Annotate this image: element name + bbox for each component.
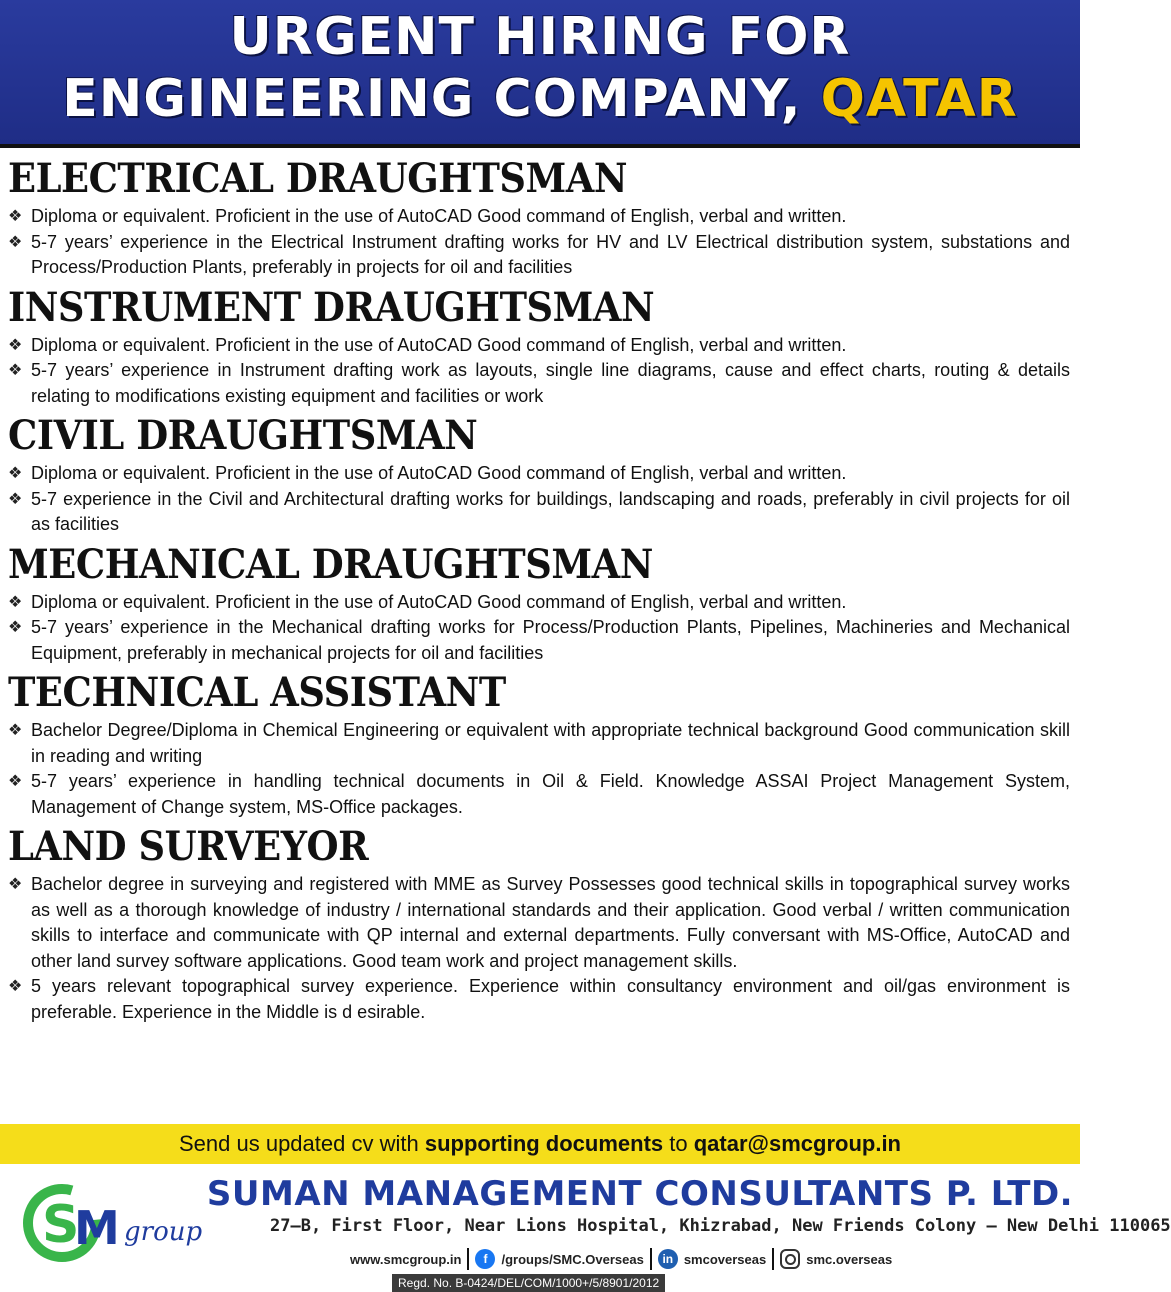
requirement-item xyxy=(8,974,1070,1025)
requirement-text: Bachelor degree in surveying and registered with MME as Survey Possesses good technical skills in topographical survey works as well as a thorough knowledge of industry / international standards and their application. Good verbal / written communication skills to interface and communicate with QP internal and external departments. Fully conversant with MS-Office, AutoCAD and other land survey software applications. Good team work and project management skills. xyxy=(31,874,1070,971)
company-name: SUMAN MANAGEMENT CONSULTANTS P. LTD. xyxy=(206,1174,1074,1214)
linkedin-link[interactable]: smcoverseas xyxy=(683,1251,767,1267)
contact-row xyxy=(350,1246,892,1272)
company-address: 27–B, First Floor, Near Lions Hospital, Khizrabad, New Friends Colony – New Delhi 110065 xyxy=(270,1216,1171,1236)
requirement-item xyxy=(8,487,1070,538)
requirement-item xyxy=(8,358,1070,409)
job-title: ELECTRICAL DRAUGHTSMAN xyxy=(8,155,628,202)
requirement-item xyxy=(8,769,1070,820)
divider xyxy=(772,1248,774,1270)
facebook-link[interactable]: /groups/SMC.Overseas xyxy=(501,1251,644,1267)
requirement-text: 5 years relevant topographical survey experience. Experience within consultancy environment and oil/gas environment is preferable. Experience in the Middle is d esirable. xyxy=(31,976,1070,1022)
header-banner xyxy=(0,0,1080,148)
requirement-item xyxy=(8,872,1070,974)
bullet-diamond-icon: ❖ xyxy=(8,978,23,995)
logo-word-group: group xyxy=(124,1217,203,1247)
job-title: CIVIL DRAUGHTSMAN xyxy=(8,412,478,459)
header-title-country: QATAR xyxy=(820,69,1018,129)
bullet-diamond-icon: ❖ xyxy=(8,619,23,636)
cv-text-bold: supporting documents xyxy=(424,1131,664,1156)
cv-text-prefix: Send us updated cv with xyxy=(179,1131,425,1156)
requirement-text: 5-7 years’ experience in Instrument drafting work as layouts, single line diagrams, cause and effect charts, routing & details relating to modifications existing equipment and facilities or work xyxy=(31,360,1070,406)
bullet-diamond-icon: ❖ xyxy=(8,465,23,482)
smc-logo-icon xyxy=(20,1178,220,1268)
requirement-text: Diploma or equivalent. Proficient in the use of AutoCAD Good command of English, verbal and written. xyxy=(31,206,847,226)
job-title: LAND SURVEYOR xyxy=(8,823,369,870)
job-section xyxy=(0,413,1080,538)
divider xyxy=(467,1248,469,1270)
job-section xyxy=(0,285,1080,410)
job-section xyxy=(0,542,1080,667)
job-listings xyxy=(0,152,1080,1025)
instagram-icon xyxy=(780,1249,800,1269)
linkedin-icon: in xyxy=(658,1249,678,1269)
requirement-item xyxy=(8,590,1070,616)
logo-letter-m: M xyxy=(74,1201,120,1255)
instagram-link[interactable]: smc.overseas xyxy=(806,1251,893,1267)
facebook-icon: f xyxy=(475,1249,495,1269)
requirement-item xyxy=(8,718,1070,769)
job-section xyxy=(0,156,1080,281)
job-title: TECHNICAL ASSISTANT xyxy=(8,669,506,716)
header-title-main: ENGINEERING COMPANY, xyxy=(62,69,821,129)
requirement-text: 5-7 experience in the Civil and Architectural drafting works for buildings, landscaping and roads, preferably in civil projects for oil as facilities xyxy=(31,488,1070,534)
requirement-text: 5-7 years’ experience in handling technical documents in Oil & Field. Knowledge ASSAI Project Management System, Management of Change system, MS-Office packages. xyxy=(31,771,1070,817)
cv-email-link[interactable]: qatar@smcgroup.in xyxy=(693,1131,901,1156)
bullet-diamond-icon: ❖ xyxy=(8,490,23,508)
requirement-text: Diploma or equivalent. Proficient in the use of AutoCAD Good command of English, verbal and written. xyxy=(31,334,847,355)
bullet-diamond-icon: ❖ xyxy=(8,336,23,354)
bullet-diamond-icon: ❖ xyxy=(8,773,23,790)
job-title: INSTRUMENT DRAUGHTSMAN xyxy=(8,283,655,331)
requirement-item xyxy=(8,204,1070,230)
requirement-text: 5-7 years’ experience in the Mechanical drafting works for Process/Production Plants, Pipelines, Machineries and Mechanical Equipment, preferably in mechanical projects for oil and facilities xyxy=(31,617,1070,663)
divider xyxy=(650,1248,652,1270)
requirement-text: Diploma or equivalent. Proficient in the use of AutoCAD Good command of English, verbal and written. xyxy=(31,463,847,483)
job-section xyxy=(0,670,1080,820)
bullet-diamond-icon: ❖ xyxy=(8,208,23,225)
cv-instruction-bar xyxy=(0,1124,1080,1164)
header-title-line2 xyxy=(0,68,1080,130)
job-title: MECHANICAL DRAUGHTSMAN xyxy=(8,540,653,588)
bullet-diamond-icon: ❖ xyxy=(8,362,23,379)
bullet-diamond-icon: ❖ xyxy=(8,593,23,611)
bullet-diamond-icon: ❖ xyxy=(8,722,23,739)
requirement-item xyxy=(8,333,1070,359)
cv-text-middle: to xyxy=(663,1131,694,1156)
requirement-item xyxy=(8,615,1070,666)
header-title-line1: URGENT HIRING FOR xyxy=(229,7,851,67)
footer xyxy=(0,1166,1171,1292)
bullet-diamond-icon: ❖ xyxy=(8,876,23,893)
job-section xyxy=(0,824,1080,1025)
requirement-item xyxy=(8,461,1070,487)
website-link[interactable]: www.smcgroup.in xyxy=(350,1251,462,1267)
logo-letter-s: S xyxy=(42,1195,80,1255)
requirement-text: 5-7 years’ experience in the Electrical Instrument drafting works for HV and LV Electrical distribution system, substations and Process/Production Plants, preferably in projects for oil and facilities xyxy=(31,231,1070,277)
requirement-item xyxy=(8,230,1070,281)
bullet-diamond-icon: ❖ xyxy=(8,233,23,251)
registration-number: Regd. No. B-0424/DEL/COM/1000+/5/8901/2012 xyxy=(392,1274,665,1292)
requirement-text: Bachelor Degree/Diploma in Chemical Engineering or equivalent with appropriate technical background Good communication skill in reading and writing xyxy=(31,720,1070,766)
requirement-text: Diploma or equivalent. Proficient in the use of AutoCAD Good command of English, verbal and written. xyxy=(31,591,847,612)
